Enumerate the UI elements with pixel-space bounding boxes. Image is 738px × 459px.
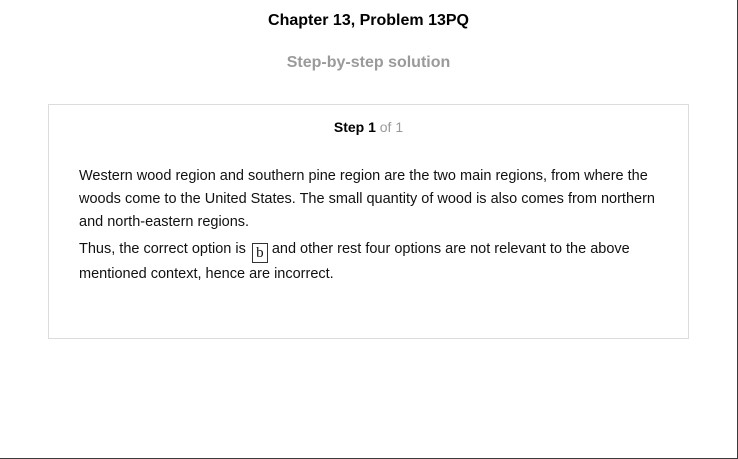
- step-label: Step 1: [333, 119, 376, 135]
- step-paragraph-2: [79, 238, 659, 286]
- step-card: [48, 104, 689, 339]
- solution-subtitle: Step-by-step solution: [286, 54, 451, 71]
- step-header: [49, 119, 688, 135]
- step-total: of 1: [379, 119, 404, 135]
- answer-explanation-text: and other rest four options are not relevant to the above mentioned context, hence are incorrect.: [79, 241, 630, 282]
- answer-option-box: b: [252, 243, 268, 263]
- answer-intro-text: Thus, the correct option is: [79, 241, 246, 257]
- step-paragraph-1: Western wood region and southern pine region are the two main regions, from where the woods come to the United States. The small quantity of wood is also comes from northern and north-eastern regions.: [79, 168, 655, 230]
- step-body: [79, 165, 659, 286]
- page-title: Chapter 13, Problem 13PQ: [268, 12, 469, 29]
